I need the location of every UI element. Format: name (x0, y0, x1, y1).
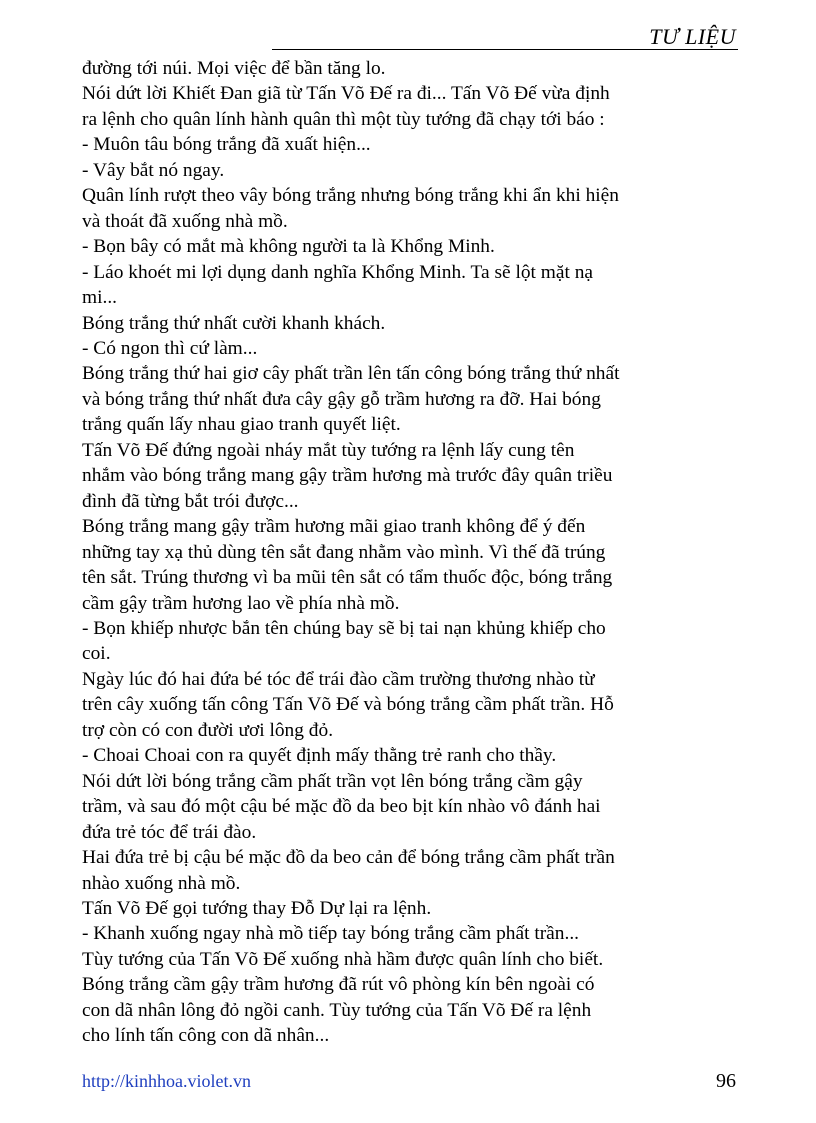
text-line: trợ còn có con đười ươi lông đỏ. (82, 719, 334, 741)
text-line: Quân lính rượt theo vây bóng trắng nhưng bóng trắng khi ẩn khi hiện (82, 185, 619, 207)
text-line: nhắm vào bóng trắng mang gậy trầm hương mà trước đây quân triều (82, 465, 613, 487)
body-text (82, 56, 742, 1049)
text-line: - Láo khoét mi lợi dụng danh nghĩa Khổng Minh. Ta sẽ lột mặt nạ (82, 261, 594, 283)
text-line: Nói dứt lời Khiết Đan giã từ Tấn Võ Đế ra đi... Tấn Võ Đế vừa định (82, 83, 610, 105)
text-line: Ngày lúc đó hai đứa bé tóc để trái đào cầm trường thương nhào từ (82, 668, 595, 690)
text-line: trên cây xuống tấn công Tấn Võ Đế và bóng trắng cầm phất trần. Hỗ (82, 694, 614, 716)
text-line: - Có ngon thì cứ làm... (82, 337, 258, 359)
footer-link[interactable]: http://kinhhoa.violet.vn (82, 1071, 251, 1091)
page-number: 96 (716, 1070, 736, 1092)
text-line: - Bọn bây có mắt mà không người ta là Khổng Minh. (82, 236, 495, 258)
text-line: Tấn Võ Đế đứng ngoài nháy mắt tùy tướng ra lệnh lấy cung tên (82, 439, 575, 461)
text-line: đứa trẻ tóc để trái đào. (82, 821, 257, 843)
text-line: Tùy tướng của Tấn Võ Đế xuống nhà hầm được quân lính cho biết. (82, 948, 604, 970)
text-line: những tay xạ thủ dùng tên sắt đang nhằm vào mình. Vì thế đã trúng (82, 541, 606, 563)
text-line: trắng quấn lấy nhau giao tranh quyết liệt. (82, 414, 401, 436)
header-rule (272, 49, 738, 50)
text-line: - Vây bắt nó ngay. (82, 159, 225, 181)
text-line: - Bọn khiếp nhược bắn tên chúng bay sẽ bị tai nạn khủng khiếp cho (82, 617, 606, 639)
text-line: cho lính tấn công con dã nhân... (82, 1025, 330, 1047)
text-line: Bóng trắng mang gậy trầm hương mãi giao tranh không để ý đến (82, 516, 586, 538)
text-line: con dã nhân lông đỏ ngồi canh. Tùy tướng của Tấn Võ Đế ra lệnh (82, 999, 592, 1021)
text-line: mi... (82, 287, 118, 309)
text-line: đường tới núi. Mọi việc để bần tăng lo. (82, 58, 386, 79)
text-line: coi. (82, 643, 111, 665)
text-line: - Choai Choai con ra quyết định mấy thằng trẻ ranh cho thầy. (82, 745, 557, 767)
text-line: Bóng trắng thứ nhất cười khanh khách. (82, 312, 386, 334)
text-line: Bóng trắng cầm gậy trầm hương đã rút vô phòng kín bên ngoài có (82, 974, 595, 996)
text-line: Nói dứt lời bóng trắng cầm phất trần vọt lên bóng trắng cầm gậy (82, 770, 583, 792)
text-line: - Muôn tâu bóng trắng đã xuất hiện... (82, 134, 371, 156)
text-line: cầm gậy trầm hương lao về phía nhà mồ. (82, 592, 400, 614)
text-line: Tấn Võ Đế gọi tướng thay Đỗ Dự lại ra lệnh. (82, 897, 432, 919)
text-line: đình đã từng bắt trói được... (82, 490, 299, 512)
text-line: ra lệnh cho quân lính hành quân thì một tùy tướng đã chạy tới báo : (82, 108, 605, 130)
text-line: trầm, và sau đó một cậu bé mặc đồ da beo bịt kín nhào vô đánh hai (82, 796, 601, 818)
header-title: TƯ LIỆU (649, 24, 736, 49)
text-line: và thoát đã xuống nhà mồ. (82, 210, 288, 232)
text-line: - Khanh xuống ngay nhà mồ tiếp tay bóng trắng cầm phất trần... (82, 923, 580, 945)
text-line: Bóng trắng thứ hai giơ cây phất trần lên tấn công bóng trắng thứ nhất (82, 363, 620, 385)
text-line: tên sắt. Trúng thương vì ba mũi tên sắt có tẩm thuốc độc, bóng trắng (82, 567, 613, 589)
text-line: và bóng trắng thứ nhất đưa cây gậy gỗ trầm hương ra đỡ. Hai bóng (82, 388, 601, 410)
text-line: nhào xuống nhà mồ. (82, 872, 241, 894)
text-line: Hai đứa trẻ bị cậu bé mặc đồ da beo cản để bóng trắng cầm phất trần (82, 847, 615, 869)
